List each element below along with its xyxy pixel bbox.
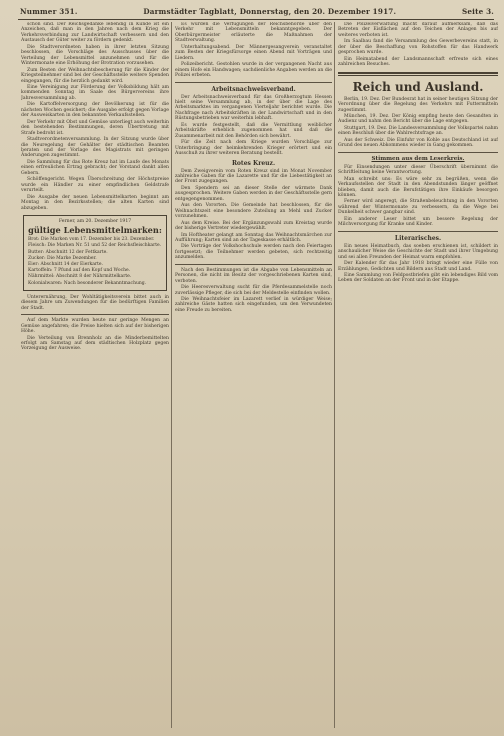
article-paragraph: Nach den Bestimmungen ist die Abgabe von Lebensmitteln an Personen, die nicht im Besitz der vorgeschriebenen Karten sind, verboten.	[175, 267, 332, 284]
article-paragraph: Die Stadtverordneten haben in ihrer letzten Sitzung beschlossen, die Vorschläge des Ausschusses über die Verteilung der Lebensmittel anzunehmen und für die Wintermonate eine Erhöhung der Brotration vorzusehen.	[21, 44, 169, 67]
column-divider	[171, 22, 172, 728]
article-paragraph: Die Vorträge der Volkshochschule werden nach den Feiertagen fortgesetzt; die Teilnehmer werden gebeten, sich rechtzeitig anzumelden.	[175, 244, 332, 261]
separator	[338, 152, 498, 153]
article-paragraph: Ein Heimatabend der Landsmannschaft erfreute sich eines zahlreichen Besuches.	[338, 56, 498, 68]
separator	[21, 314, 169, 315]
notice-row: Fleisch: Die Marken Nr. 51 und 52 der Reichsfleischkarte.	[28, 243, 162, 249]
article-paragraph: Stuttgart, 19. Dez. Die Landesversammlung der Volkspartei nahm einen Beschluß über die Wahlrechtsfrage an.	[338, 125, 498, 137]
article-paragraph: Stadtverordnetenversammlung. In der Sitzung wurde über die Neuregelung der Gehälter der städtischen Beamten beraten und der Vorlage des Magistrats mit geringen Änderungen zugestimmt.	[21, 137, 169, 159]
column-right	[338, 22, 498, 732]
article-paragraph: Schöffengericht. Wegen Überschreitung der Höchstpreise wurde ein Händler zu einer empfindlichen Geldstrafe verurteilt.	[21, 177, 169, 194]
section-heading: Arbeitsnachweisverband.	[211, 85, 296, 93]
article-paragraph: Dem Zweigverein vom Roten Kreuz sind im Monat November zahlreiche Gaben für die Lazarette und für die Liebestätigkeit an der Front zugegangen.	[175, 168, 332, 185]
article-paragraph: Man schreibt uns: Es wäre sehr zu begrüßen, wenn die Verkaufsstellen der Stadt in den Abendstunden länger geöffnet blieben, damit auch die Berufstätigen ihre Einkäufe besorgen können.	[338, 176, 498, 198]
notice-row: Zucker: Die Marke Dezember.	[28, 255, 97, 261]
notice-row: Butter: Abschnitt 12 der Fettkarte.	[28, 249, 108, 255]
article-paragraph: Zum Besten der Weihnachtsbescherung für die Kinder der Kriegsteilnehmer sind bei der Geschäftsstelle weitere Spenden eingegangen, für die herzlich gedankt wird.	[21, 67, 169, 84]
article-paragraph: Aus den Vororten. Die Gemeinde hat beschlossen, für die Weihnachtszeit eine besondere Zuteilung an Mehl und Zucker vorzunehmen.	[175, 203, 332, 220]
article-paragraph: Im Saalbau fand die Versammlung des Gewerbevereins statt, in der über die Beschaffung von Rohstoffen für das Handwerk gesprochen wurde.	[338, 39, 498, 56]
masthead: Darmstädter Tagblatt, Donnerstag, den 20. Dezember 1917.	[143, 6, 397, 16]
article-paragraph: Die Weihnachtsfeier im Lazarett verlief in würdiger Weise; zahlreiche Gäste hatten sich eingefunden, um den Verwundeten eine Freude zu bereiten.	[175, 297, 332, 313]
article-paragraph: Es wurden die Verfügungen der Reichsbehörde über den Verkehr mit Lebensmitteln bekanntgegeben. Der Oberbürgermeister erläuterte die Maßnahmen der Stadtverwaltung.	[175, 22, 332, 44]
article-paragraph: Aus dem Kreise. Bei der Ergänzungswahl zum Kreistag wurde der bisherige Vertreter wiedergewählt.	[175, 220, 332, 232]
column-middle	[175, 22, 332, 732]
article-paragraph: Im Hoftheater gelangt am Sonntag das Weihnachtsmärchen zur Aufführung; Karten sind an der Tageskasse erhältlich.	[175, 232, 332, 243]
article-paragraph: Es wurde festgestellt, daß die Vermittlung weiblicher Arbeitskräfte erheblich zugenommen hat und daß die Zusammenarbeit mit den Behörden sich bewährt.	[175, 122, 332, 139]
issue-number: Nummer 351.	[20, 6, 78, 16]
article-paragraph: Unterernährung. Der Wohltätigkeitsverein bittet auch in diesem Jahre um Zuwendungen für die bedürftigen Familien der Stadt.	[21, 294, 169, 311]
article-paragraph: Die Kartoffelversorgung der Bevölkerung ist für die nächsten Wochen gesichert; die Ausgabe erfolgt gegen Vorlage der Ausweiskarten in den bekannten Verkaufsstellen.	[21, 102, 169, 119]
notice-row: Eier: Abschnitt 14 der Eierkarte.	[28, 261, 104, 267]
article-paragraph: Für die Zeit nach dem Kriege wurden Vorschläge zur Unterbringung der heimkehrenden Krieger erörtert und ein Ausschuß zu ihrer weiteren Beratung bestellt.	[175, 140, 332, 157]
section-heading: Stimmen aus dem Leserkreis.	[371, 155, 465, 162]
article-paragraph: Den Spendern sei an dieser Stelle der wärmste Dank ausgesprochen. Weitere Gaben werden in der Geschäftsstelle gern entgegengenommen.	[175, 185, 332, 202]
article-paragraph: Der Kalender für das Jahr 1918 bringt wieder eine Fülle von Erzählungen, Gedichten und Bildern aus Stadt und Land.	[338, 261, 498, 272]
article-paragraph: München, 19. Dez. Der König empfing heute den Gesandten in Audienz und nahm den Bericht über die Lage entgegen.	[338, 113, 498, 125]
column-left	[21, 22, 169, 732]
notice-date: Ferner, am 20. Dezember 1917	[58, 218, 132, 224]
article-paragraph: Ein neues Heimatbuch, das soeben erschienen ist, schildert in anschaulicher Weise die Geschichte der Stadt und ihrer Umgebung und sei allen Freunden der Heimat warm empfohlen.	[338, 243, 498, 260]
article-paragraph: Berlin, 19. Dez. Der Bundesrat hat in seiner heutigen Sitzung der Verordnung über die Regelung des Verkehrs mit Futtermitteln zugestimmt.	[338, 96, 498, 113]
article-paragraph: Ein anderer Leser bittet um bessere Regelung der Milchversorgung für Kranke und Kinder.	[338, 216, 498, 228]
article-paragraph: Unterhaltungsabend. Der Männergesangverein veranstaltet zum Besten der Kriegsfürsorge einen Abend mit Vorträgen und Liedern.	[175, 44, 332, 61]
separator	[338, 72, 498, 76]
page-number: Seite 3.	[461, 6, 494, 16]
notice-row: Kolonialwaren: Nach besonderer Bekanntmachung.	[28, 280, 147, 286]
article-paragraph: Eine Sammlung von Feldpostbriefen gibt ein lebendiges Bild vom Leben der Soldaten an der Front und in der Etappe.	[338, 272, 498, 284]
section-heading-large: Reich und Ausland.	[352, 79, 484, 94]
section-heading: Rotes Kreuz.	[231, 159, 276, 167]
column-divider	[334, 22, 335, 728]
article-paragraph: Polizeibericht. Gestohlen wurde in der vergangenen Nacht aus einem Hofe ein Handwagen; sachdienliche Angaben werden an die Polizei erbeten.	[175, 62, 332, 79]
ration-stamps-notice	[23, 215, 167, 291]
page-header	[20, 4, 494, 18]
article-paragraph: Auf dem Markte wurden heute nur geringe Mengen an Gemüse angefahren; die Preise hielten sich auf der bisherigen Höhe.	[21, 318, 169, 335]
separator	[338, 231, 498, 232]
notice-row: Brot: Die Marken vom 17. Dezember bis 23. Dezember.	[28, 237, 155, 243]
article-paragraph: Der Verkehr mit Obst und Gemüse unterliegt auch weiterhin den bestehenden Bestimmungen, deren Übertretung mit Strafe bedroht ist.	[21, 119, 169, 136]
notice-title: gültige Lebensmittelmarken:	[28, 225, 162, 236]
article-paragraph: schön sind. Der Reichsgedanke lebendig in Kunde ist ein Anzeichen, daß man in den Jahren nach dem Krieg die Verkehrsverbindung zur Landwirtschaft verbessern und den Austausch der Güter weiter zu fördern gedenkt.	[21, 22, 169, 44]
article-paragraph: Ferner wird angeregt, die Straßenbeleuchtung in den Vororten während der Wintermonate zu verbessern, da die Wege bei Dunkelheit schwer gangbar sind.	[338, 199, 498, 216]
article-paragraph: Aus der Schweiz. Die Einfuhr von Kohle aus Deutschland ist auf Grund des neuen Abkommens wieder in Gang gekommen.	[338, 137, 498, 149]
article-paragraph: Der Arbeitsnachweisverband für das Großherzogtum Hessen hielt seine Versammlung ab, in der über die Lage des Arbeitsmarktes im vergangenen Vierteljahr berichtet wurde. Die Nachfrage nach Arbeitskräften in der Landwirtschaft und in den Rüstungsbetrieben war weiterhin lebhaft.	[175, 94, 332, 122]
separator	[175, 82, 332, 83]
article-paragraph: Die Verteilung von Brennholz an die Minderbemittelten erfolgt am Samstag auf dem städtischen Holzplatz gegen Vorzeigung der Ausweise.	[21, 335, 169, 352]
header-rule	[18, 19, 494, 20]
article-paragraph: Die Heeresverwaltung sucht für die Pferdesammelstelle noch zuverlässige Pfleger, die sich bei der Meldestelle einfinden wollen.	[175, 285, 332, 296]
article-paragraph: Für Einsendungen unter dieser Überschrift übernimmt die Schriftleitung keine Verantwortung.	[338, 164, 498, 176]
article-paragraph: Eine Vereinigung zur Förderung der Volksbildung hält am kommenden Sonntag im Saale des Bürgervereins ihre Jahresversammlung ab.	[21, 84, 169, 101]
article-paragraph: Die Ausgabe der neuen Lebensmittelkarten beginnt am Montag in den Bezirksstellen; die alten Karten sind abzugeben.	[21, 194, 169, 211]
separator	[175, 264, 332, 265]
article-paragraph: Die Polizeiverwaltung macht darauf aufmerksam, daß das Betreten der Eisflächen auf den Teichen der Anlagen bis auf weiteres verboten ist.	[338, 22, 498, 38]
article-paragraph: Die Sammlung für das Rote Kreuz hat im Laufe des Monats einen erfreulichen Ertrag gebracht; der Vorstand dankt allen Gebern.	[21, 159, 169, 176]
notice-row: Nährmittel: Abschnitt 8 der Nährmittelkarte.	[28, 274, 132, 280]
section-heading: Literarisches.	[394, 234, 442, 242]
notice-row: Kartoffeln: 7 Pfund auf den Kopf und Woche.	[28, 268, 131, 274]
